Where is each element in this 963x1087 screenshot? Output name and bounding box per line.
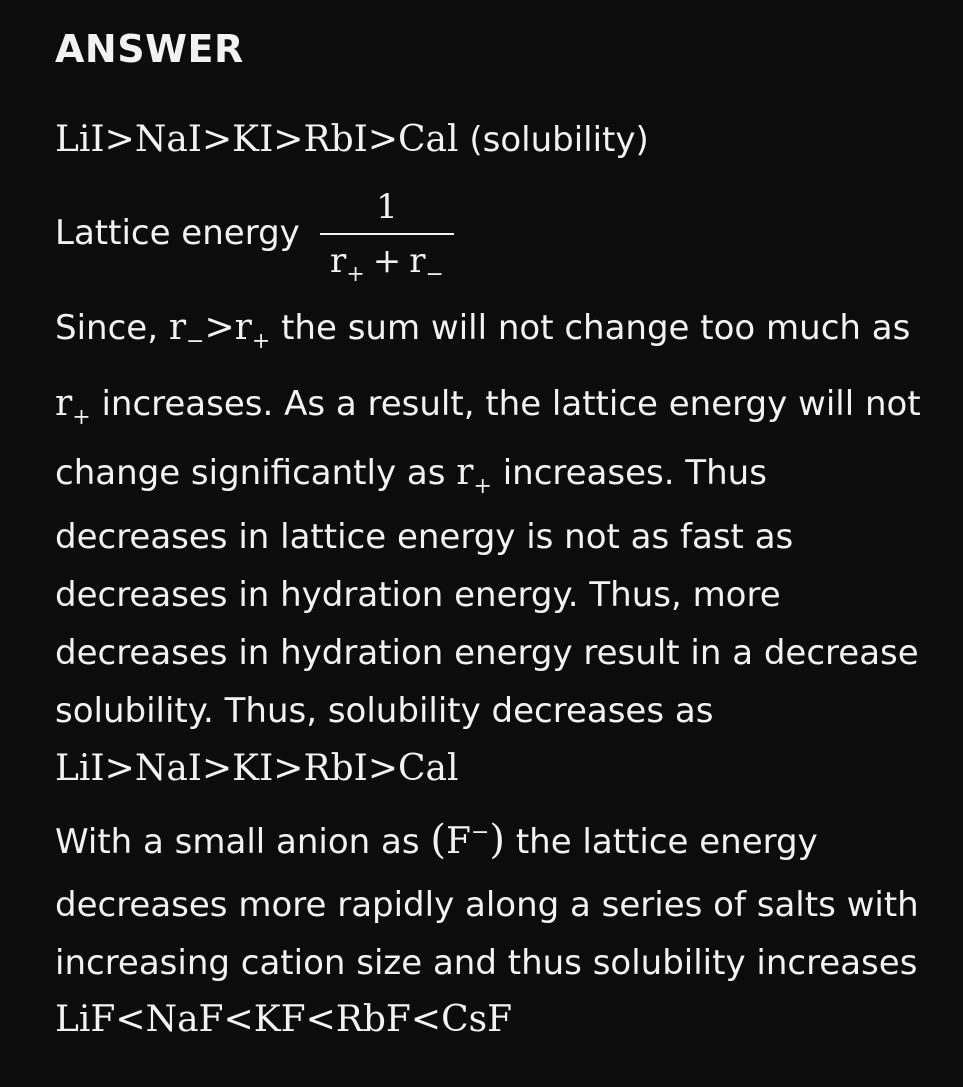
lt-operator: <	[305, 999, 336, 1040]
gt-operator: >	[104, 748, 135, 789]
fraction-bar	[320, 233, 454, 235]
paragraph-line	[55, 453, 767, 498]
plus-subscript: +	[72, 405, 91, 430]
formula-lii: LiI	[55, 748, 105, 789]
lt-operator: <	[115, 999, 146, 1040]
formula-cal: Cal	[398, 119, 459, 160]
formula-nai: NaI	[134, 119, 202, 160]
formula-lif: LiF	[55, 999, 116, 1040]
radius-symbol: r	[55, 383, 73, 424]
paragraph-line: decreases more rapidly along a series of salts with	[55, 885, 919, 925]
gt-operator: >	[273, 748, 304, 789]
formula-kf: KF	[253, 999, 306, 1040]
radius-symbol: r	[456, 452, 474, 493]
radius-symbol: r	[409, 241, 426, 281]
paragraph-line	[55, 817, 818, 867]
gt-operator: >	[367, 748, 399, 789]
radius-symbol: r	[168, 307, 187, 348]
paragraph-line: decreases in hydration energy result in a decrease	[55, 633, 919, 673]
formula-nai: NaI	[134, 748, 202, 789]
lattice-energy-fraction	[320, 187, 454, 286]
fraction-numerator: 1	[376, 187, 398, 227]
gt-operator: >	[202, 119, 233, 160]
paragraph-text: increases. As a result, the lattice energy will not	[90, 384, 921, 424]
paragraph-line: decreases in lattice energy is not as fast as	[55, 517, 794, 557]
gt-operator: >	[204, 307, 235, 348]
paragraph-text: With a small anion as	[55, 822, 431, 862]
gt-operator: >	[367, 119, 399, 160]
solubility-label: (solubility)	[458, 120, 649, 160]
since-line	[55, 308, 910, 353]
formula-rbf: RbF	[335, 999, 411, 1040]
minus-subscript: −	[425, 262, 444, 287]
paragraph-text: the lattice energy	[505, 822, 818, 862]
lt-operator: <	[223, 999, 254, 1040]
formula-lii: LiI	[55, 119, 105, 160]
since-text: the sum will not change too much as	[270, 308, 911, 348]
fluoride-symbol: F	[445, 821, 471, 862]
open-paren: (	[430, 817, 446, 863]
lattice-energy-label: Lattice energy	[55, 213, 300, 253]
formula-rbi: RbI	[303, 119, 368, 160]
radius-symbol: r	[330, 241, 347, 281]
minus-superscript: −	[470, 820, 490, 845]
radius-symbol: r	[234, 307, 252, 348]
close-paren: )	[489, 817, 506, 863]
solubility-order-line	[55, 749, 459, 789]
formula-ki: KI	[232, 748, 274, 789]
solubility-order-line	[55, 120, 649, 160]
since-prefix: Since,	[55, 308, 169, 348]
formula-rbi: RbI	[303, 748, 368, 789]
minus-subscript: −	[186, 329, 205, 354]
paragraph-line: decreases in hydration energy. Thus, more	[55, 575, 781, 615]
gt-operator: >	[202, 748, 233, 789]
plus-subscript: +	[473, 474, 492, 499]
paragraph-text: change significantly as	[55, 453, 457, 493]
formula-naf: NaF	[145, 999, 224, 1040]
lt-operator: <	[410, 999, 442, 1040]
plus-subscript: +	[346, 262, 365, 287]
paragraph-line	[55, 384, 921, 429]
paragraph-text: increases. Thus	[491, 453, 767, 493]
formula-cal: Cal	[398, 748, 459, 789]
fraction-denominator	[320, 241, 454, 286]
formula-csf: CsF	[441, 999, 513, 1040]
gt-operator: >	[104, 119, 135, 160]
formula-ki: KI	[232, 119, 274, 160]
paragraph-line: solubility. Thus, solubility decreases as	[55, 691, 714, 731]
plus-operator: +	[372, 241, 402, 281]
plus-subscript: +	[251, 329, 271, 354]
paragraph-line: increasing cation size and thus solubility increases	[55, 943, 918, 983]
fluoride-order-line	[55, 1000, 512, 1040]
answer-heading: ANSWER	[55, 27, 244, 71]
gt-operator: >	[273, 119, 304, 160]
